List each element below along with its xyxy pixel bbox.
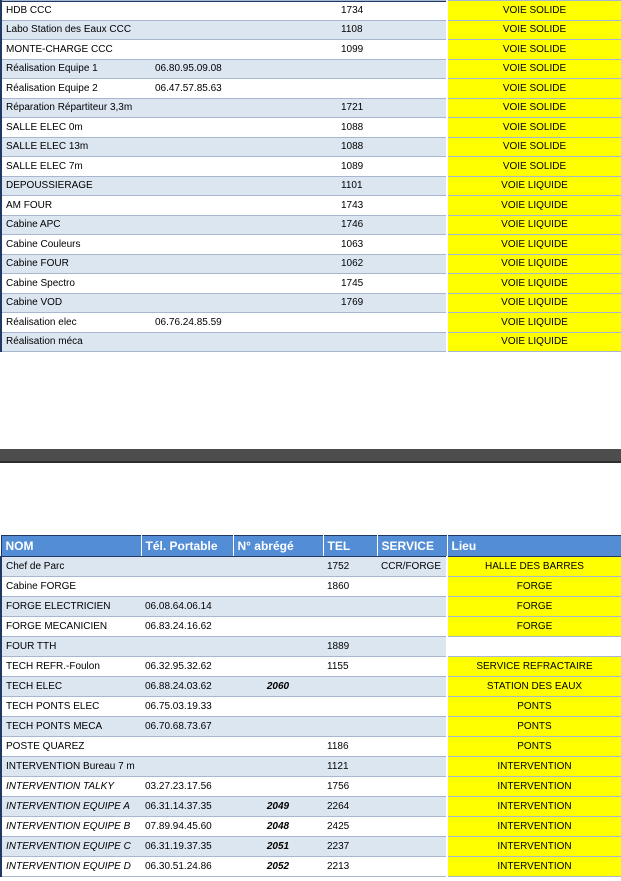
cell-nom: Réalisation Equipe 1 [1,59,151,79]
cell-lieu [447,637,621,657]
cell-lieu: VOIE SOLIDE [447,157,621,177]
cell-lieu: VOIE LIQUIDE [447,254,621,274]
cell-portable: 06.47.57.85.63 [151,79,337,99]
cell-tel: 1745 [337,274,447,294]
cell-tel [337,79,447,99]
cell-service [377,637,447,657]
cell-service [377,857,447,877]
cell-lieu: HALLE DES BARRES [447,557,621,577]
cell-service [377,617,447,637]
cell-abrege: 2060 [233,677,323,697]
cell-lieu: INTERVENTION [447,777,621,797]
table-row [1,597,621,617]
table-row [1,1,621,21]
cell-nom: INTERVENTION EQUIPE A [1,797,141,817]
cell-portable: 06.76.24.85.59 [151,313,337,333]
cell-abrege: 2051 [233,837,323,857]
cell-nom: HDB CCC [1,1,151,21]
cell-service [377,677,447,697]
directory-table-top [0,0,621,352]
cell-lieu: VOIE SOLIDE [447,40,621,60]
cell-portable: 06.31.19.37.35 [141,837,233,857]
table-row [1,557,621,577]
cell-tel: 1089 [337,157,447,177]
cell-portable [151,176,337,196]
cell-tel: 1101 [337,176,447,196]
cell-lieu: VOIE SOLIDE [447,79,621,99]
cell-portable: 06.75.03.19.33 [141,697,233,717]
table-row [1,157,621,177]
table-row [1,40,621,60]
cell-lieu: PONTS [447,717,621,737]
cell-tel: 1746 [337,215,447,235]
cell-lieu: INTERVENTION [447,857,621,877]
cell-tel: 1186 [323,737,377,757]
table-row [1,293,621,313]
cell-portable [151,157,337,177]
table-row [1,837,621,857]
cell-tel: 1752 [323,557,377,577]
cell-tel [323,717,377,737]
cell-lieu: VOIE SOLIDE [447,137,621,157]
cell-portable [151,20,337,40]
cell-lieu: STATION DES EAUX [447,677,621,697]
table-row [1,777,621,797]
cell-portable [141,637,233,657]
cell-abrege [233,557,323,577]
cell-lieu: INTERVENTION [447,757,621,777]
cell-lieu: INTERVENTION [447,837,621,857]
cell-nom: Réparation Répartiteur 3,3m [1,98,151,118]
table-row [1,98,621,118]
table-row [1,118,621,138]
cell-service [377,697,447,717]
cell-lieu: VOIE SOLIDE [447,20,621,40]
cell-nom: FOUR TTH [1,637,141,657]
cell-lieu: VOIE LIQUIDE [447,215,621,235]
table-row [1,196,621,216]
cell-nom: TECH REFR.-Foulon [1,657,141,677]
cell-tel: 1743 [337,196,447,216]
cell-tel [323,677,377,697]
cell-lieu: VOIE LIQUIDE [447,293,621,313]
cell-portable: 06.83.24.16.62 [141,617,233,637]
cell-service [377,757,447,777]
header-nom: NOM [1,536,141,557]
cell-tel: 1860 [323,577,377,597]
table-row [1,637,621,657]
header-service: SERVICE [377,536,447,557]
cell-nom: TECH PONTS ELEC [1,697,141,717]
cell-tel: 1062 [337,254,447,274]
cell-portable [141,557,233,577]
cell-tel: 1088 [337,118,447,138]
cell-service [377,837,447,857]
section-divider [0,449,621,463]
cell-nom: INTERVENTION TALKY [1,777,141,797]
cell-tel: 1121 [323,757,377,777]
cell-service [377,777,447,797]
cell-portable [151,98,337,118]
cell-abrege [233,597,323,617]
cell-tel: 2213 [323,857,377,877]
cell-portable: 06.80.95.09.08 [151,59,337,79]
cell-service: CCR/FORGE [377,557,447,577]
cell-tel: 1155 [323,657,377,677]
cell-lieu: FORGE [447,617,621,637]
cell-portable [151,1,337,21]
cell-abrege [233,757,323,777]
cell-portable: 06.31.14.37.35 [141,797,233,817]
cell-service [377,797,447,817]
cell-nom: Chef de Parc [1,557,141,577]
cell-abrege [233,657,323,677]
cell-lieu: VOIE SOLIDE [447,98,621,118]
cell-nom: Cabine Spectro [1,274,151,294]
cell-nom: SALLE ELEC 7m [1,157,151,177]
table-row [1,235,621,255]
cell-portable: 03.27.23.17.56 [141,777,233,797]
cell-service [377,737,447,757]
cell-tel: 1063 [337,235,447,255]
table-row [1,20,621,40]
header-abrege: N° abrégé [233,536,323,557]
header-portable: Tél. Portable [141,536,233,557]
cell-nom: INTERVENTION Bureau 7 m [1,757,141,777]
cell-nom: FORGE MECANICIEN [1,617,141,637]
cell-nom: POSTE QUAREZ [1,737,141,757]
cell-lieu: VOIE LIQUIDE [447,235,621,255]
cell-nom: Cabine FOUR [1,254,151,274]
cell-nom: Cabine Couleurs [1,235,151,255]
cell-portable [151,118,337,138]
table-row [1,797,621,817]
cell-lieu: FORGE [447,597,621,617]
cell-nom: TECH ELEC [1,677,141,697]
cell-lieu: INTERVENTION [447,797,621,817]
header-row [1,536,621,557]
cell-tel [337,59,447,79]
cell-lieu: VOIE LIQUIDE [447,176,621,196]
cell-portable: 06.88.24.03.62 [141,677,233,697]
cell-tel: 1756 [323,777,377,797]
cell-tel: 2237 [323,837,377,857]
table-row [1,657,621,677]
cell-tel: 1889 [323,637,377,657]
cell-portable [141,757,233,777]
cell-portable [151,274,337,294]
table-row [1,137,621,157]
cell-nom: AM FOUR [1,196,151,216]
bottom-table-body [1,557,621,877]
table-row [1,757,621,777]
table-row [1,254,621,274]
table-row [1,313,621,333]
cell-abrege [233,697,323,717]
cell-abrege [233,637,323,657]
cell-lieu: VOIE LIQUIDE [447,274,621,294]
cell-tel [323,617,377,637]
cell-nom: FORGE ELECTRICIEN [1,597,141,617]
table-row [1,857,621,877]
cell-tel: 1108 [337,20,447,40]
cell-tel: 1769 [337,293,447,313]
cell-service [377,657,447,677]
cell-tel [323,597,377,617]
cell-abrege: 2052 [233,857,323,877]
cell-nom: TECH PONTS MECA [1,717,141,737]
cell-portable [151,293,337,313]
cell-lieu: VOIE SOLIDE [447,1,621,21]
cell-lieu: VOIE SOLIDE [447,118,621,138]
cell-portable [151,137,337,157]
cell-portable [151,215,337,235]
table-row [1,79,621,99]
cell-abrege [233,617,323,637]
cell-nom: Réalisation Equipe 2 [1,79,151,99]
cell-lieu: PONTS [447,737,621,757]
cell-portable [151,40,337,60]
cell-nom: DEPOUSSIERAGE [1,176,151,196]
cell-lieu: VOIE LIQUIDE [447,332,621,352]
cell-nom: SALLE ELEC 13m [1,137,151,157]
cell-lieu: PONTS [447,697,621,717]
cell-lieu: SERVICE REFRACTAIRE [447,657,621,677]
cell-nom: Labo Station des Eaux CCC [1,20,151,40]
cell-portable [151,254,337,274]
cell-nom: Cabine FORGE [1,577,141,597]
cell-portable [151,235,337,255]
cell-lieu: INTERVENTION [447,817,621,837]
cell-nom: INTERVENTION EQUIPE C [1,837,141,857]
cell-tel: 1088 [337,137,447,157]
cell-portable: 06.32.95.32.62 [141,657,233,677]
cell-abrege: 2049 [233,797,323,817]
cell-lieu: VOIE LIQUIDE [447,196,621,216]
cell-portable: 06.08.64.06.14 [141,597,233,617]
directory-table-bottom [0,535,621,877]
cell-lieu: VOIE LIQUIDE [447,313,621,333]
table-row [1,176,621,196]
cell-portable: 07.89.94.45.60 [141,817,233,837]
cell-abrege [233,717,323,737]
cell-portable: 06.70.68.73.67 [141,717,233,737]
cell-portable [141,737,233,757]
cell-nom: Réalisation méca [1,332,151,352]
cell-tel: 1721 [337,98,447,118]
cell-tel: 2264 [323,797,377,817]
cell-service [377,597,447,617]
header-tel: TEL [323,536,377,557]
table-row [1,577,621,597]
cell-nom: Réalisation elec [1,313,151,333]
cell-lieu: FORGE [447,577,621,597]
cell-lieu: VOIE SOLIDE [447,59,621,79]
cell-tel: 2425 [323,817,377,837]
table-row [1,737,621,757]
cell-portable [151,332,337,352]
table-row [1,677,621,697]
table-row [1,697,621,717]
cell-portable: 06.30.51.24.86 [141,857,233,877]
table-row [1,717,621,737]
table-row [1,617,621,637]
cell-nom: Cabine APC [1,215,151,235]
cell-service [377,717,447,737]
cell-tel: 1734 [337,1,447,21]
cell-tel [337,313,447,333]
table-row [1,215,621,235]
top-table-body [1,1,621,352]
cell-portable [151,196,337,216]
cell-abrege [233,737,323,757]
cell-abrege [233,777,323,797]
cell-portable [141,577,233,597]
cell-tel: 1099 [337,40,447,60]
cell-nom: INTERVENTION EQUIPE B [1,817,141,837]
cell-abrege [233,577,323,597]
table-row [1,332,621,352]
cell-nom: INTERVENTION EQUIPE D [1,857,141,877]
table-row [1,274,621,294]
table-row [1,59,621,79]
cell-nom: SALLE ELEC 0m [1,118,151,138]
table-row [1,817,621,837]
cell-tel [323,697,377,717]
cell-abrege: 2048 [233,817,323,837]
cell-service [377,577,447,597]
cell-nom: MONTE-CHARGE CCC [1,40,151,60]
cell-tel [337,332,447,352]
cell-service [377,817,447,837]
cell-nom: Cabine VOD [1,293,151,313]
header-lieu: Lieu [447,536,621,557]
